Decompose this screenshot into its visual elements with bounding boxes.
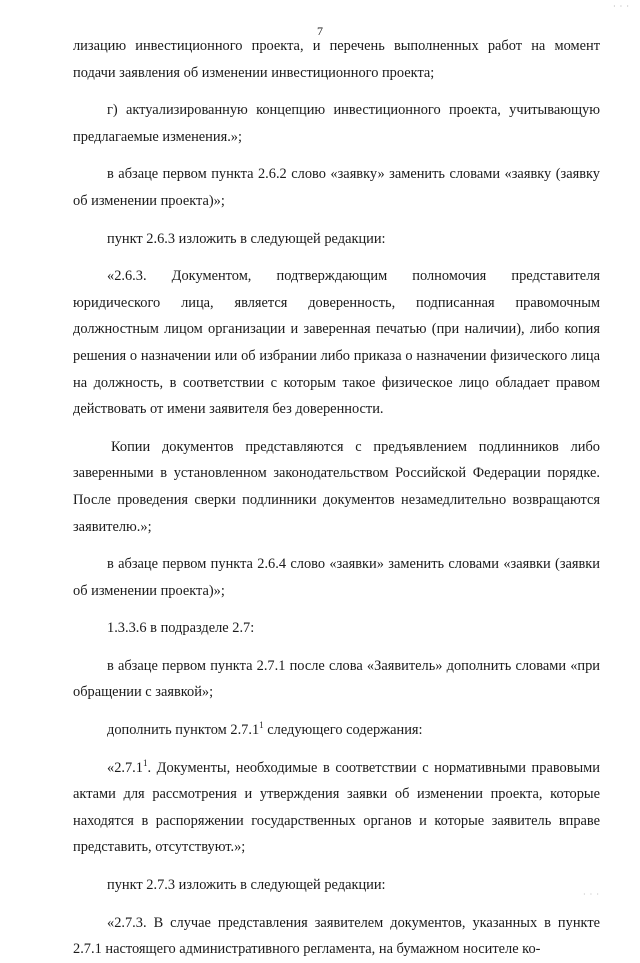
corner-mark: · · ·	[613, 2, 630, 11]
paragraph-subsection-2-7: 1.3.3.6 в подразделе 2.7:	[107, 620, 255, 637]
paragraph-2-6-3-text: «2.6.3. Документом, подтверждающим полномочия представителя юридического лица, является доверенность, подписанная правомочным должностным лицом организации и заверенная печатью (при наличии), либо копия решения о назначении или об избрании либо приказа о назначении физического лица на должность, в соответствии с которым такое физическое лицо обладает правом действовать от имени заявителя без доверенности.	[73, 268, 600, 418]
item-text: . Документы, необходимые в соответствии с нормативными правовыми актами для рассмотрения и утверждения заявки об изменении проекта, которые находятся в распоряжении государственных органов и которые заявитель вправе представить, отсутствуют.»;	[73, 759, 600, 856]
paragraph-2-7-3-intro: пункт 2.7.3 изложить в следующей редакции:	[107, 877, 386, 894]
paragraph-2-6-4-amendment: в абзаце первом пункта 2.6.4 слово «заявки» заменить словами «заявки (заявки об изменении проекта)»;	[73, 556, 600, 599]
document-body	[73, 33, 600, 963]
paragraph-continuation: лизацию инвестиционного проекта, и перечень выполненных работ на момент подачи заявления об изменении инвестиционного проекта;	[73, 38, 600, 81]
superscript: 1	[142, 757, 148, 768]
intro-text-end: следующего содержания:	[263, 722, 423, 739]
item-number: «2.7.1	[107, 759, 143, 776]
bottom-mark: · · ·	[583, 890, 600, 899]
paragraph-2-7-1-1-intro	[73, 717, 600, 744]
superscript: 1	[259, 720, 264, 731]
paragraph-2-7-1-1-text	[73, 755, 600, 861]
paragraph-2-7-1-amendment: в абзаце первом пункта 2.7.1 после слова «Заявитель» дополнить словами «при обращении с заявкой»;	[73, 657, 600, 701]
page-number: 7	[317, 24, 323, 38]
paragraph-concept-item: г) актуализированную концепцию инвестиционного проекта, учитывающую предлагаемые изменения.»;	[73, 102, 600, 145]
paragraph-2-7-3-text: «2.7.3. В случае представления заявителем документов, указанных в пункте 2.7.1 настоящего административного регламента, на бумажном носителе ко-	[73, 914, 600, 958]
paragraph-2-6-3-intro: пункт 2.6.3 изложить в следующей редакции:	[107, 230, 386, 247]
paragraph-2-6-2-amendment: в абзаце первом пункта 2.6.2 слово «заявку» заменить словами «заявку (заявку об изменении проекта)»;	[73, 166, 600, 209]
paragraph-copies: Копии документов представляются с предъявлением подлинников либо заверенными в установленном законодательством Российской Федерации порядке. После проведения сверки подлинники документов незамедлительно возвращаются заявителю.»;	[73, 438, 600, 535]
intro-text-start: дополнить пунктом 2.7.1	[107, 722, 260, 739]
